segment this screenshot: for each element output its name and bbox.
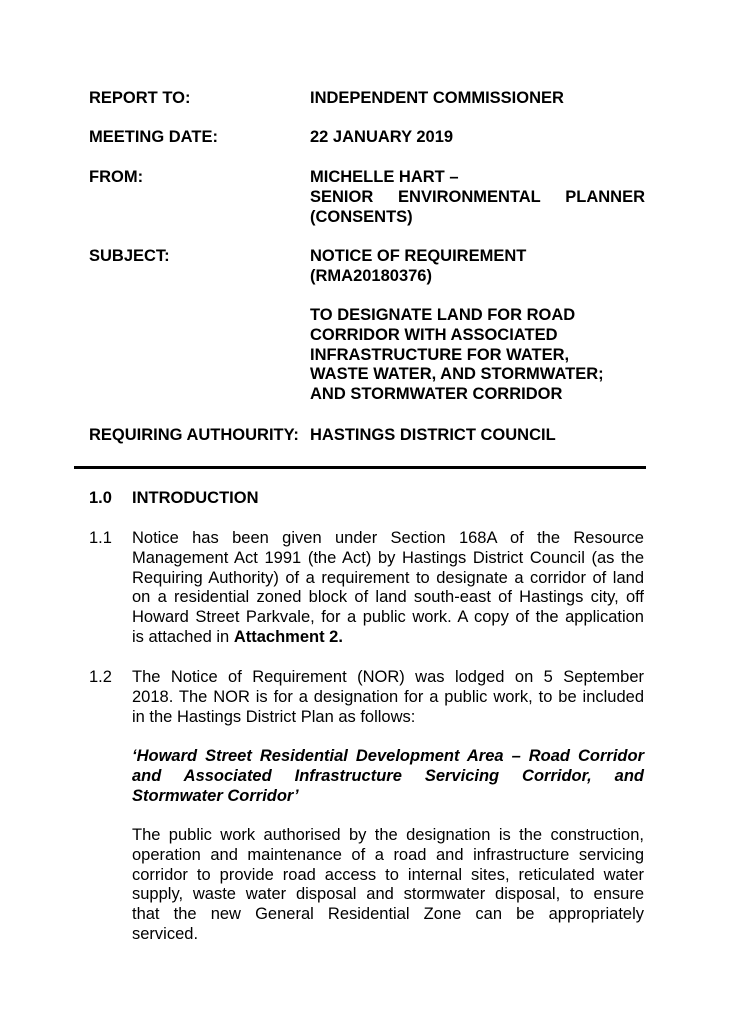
subject-detail-line: AND STORMWATER CORRIDOR bbox=[310, 385, 563, 404]
subject-value bbox=[310, 247, 645, 287]
quote-line: Stormwater Corridor’ bbox=[132, 786, 299, 805]
from-line: SENIOR ENVIRONMENTAL PLANNER bbox=[310, 187, 645, 206]
text-line: on a residential zoned block of land south-east of Hastings city, off bbox=[132, 588, 644, 607]
from-line: (CONSENTS) bbox=[310, 207, 413, 226]
paragraph-body bbox=[132, 826, 644, 945]
quote-body bbox=[132, 747, 644, 806]
text-line: that the new General Residential Zone can be appropriately bbox=[132, 905, 644, 924]
text-line: Howard Street Parkvale, for a public work. A copy of the application bbox=[132, 608, 644, 627]
requiring-authority-label: REQUIRING AUTHOURITY: bbox=[89, 426, 299, 444]
text-line: supply, waste water disposal and stormwater disposal, to ensure bbox=[132, 885, 644, 904]
requiring-authority-value: HASTINGS DISTRICT COUNCIL bbox=[310, 426, 556, 444]
paragraph-body bbox=[132, 668, 644, 727]
meeting-date-label: MEETING DATE: bbox=[89, 128, 218, 146]
subject-detail-line: TO DESIGNATE LAND FOR ROAD bbox=[310, 306, 576, 324]
text-line: operation and maintenance of a road and infrastructure servicing bbox=[132, 845, 644, 864]
quote-line: and Associated Infrastructure Servicing Corridor, and bbox=[132, 766, 644, 785]
attachment-intro: is attached in bbox=[132, 627, 234, 646]
subject-detail-line: WASTE WATER, AND STORMWATER; bbox=[310, 365, 604, 384]
text-line: 2018. The NOR is for a designation for a public work, to be included bbox=[132, 687, 644, 706]
text-line: Management Act 1991 (the Act) by Hastings District Council (as the bbox=[132, 548, 644, 567]
subject-line: NOTICE OF REQUIREMENT bbox=[310, 247, 527, 265]
text-line: corridor to provide road access to internal sites, reticulated water bbox=[132, 865, 644, 884]
from-value bbox=[310, 168, 645, 227]
report-to-label: REPORT TO: bbox=[89, 89, 191, 107]
section-title: INTRODUCTION bbox=[132, 489, 259, 507]
subject-line: (RMA20180376) bbox=[310, 266, 432, 285]
text-line: Notice has been given under Section 168A of the Resource bbox=[132, 529, 644, 547]
text-line: serviced. bbox=[132, 924, 199, 943]
subject-detail-line: CORRIDOR WITH ASSOCIATED bbox=[310, 325, 558, 344]
text-line bbox=[132, 628, 644, 648]
text-line: in the Hastings District Plan as follows: bbox=[132, 707, 416, 726]
text-line: The public work authorised by the designation is the construction, bbox=[132, 826, 644, 844]
from-line: MICHELLE HART – bbox=[310, 168, 459, 186]
section-number: 1.0 bbox=[89, 489, 112, 507]
divider bbox=[74, 466, 646, 469]
subject-detail-line: INFRASTRUCTURE FOR WATER, bbox=[310, 345, 570, 364]
meeting-date-value: 22 JANUARY 2019 bbox=[310, 128, 454, 146]
subject-detail bbox=[310, 306, 645, 405]
attachment-reference: Attachment 2. bbox=[233, 627, 343, 646]
subject-label: SUBJECT: bbox=[89, 247, 170, 265]
paragraph-number: 1.1 bbox=[89, 529, 112, 547]
quote-line: ‘Howard Street Residential Development Area – Road Corridor bbox=[132, 747, 644, 765]
report-to-value: INDEPENDENT COMMISSIONER bbox=[310, 89, 564, 107]
text-line: Requiring Authority) of a requirement to designate a corridor of land bbox=[132, 568, 644, 587]
text-line: The Notice of Requirement (NOR) was lodged on 5 September bbox=[132, 668, 644, 686]
paragraph-number: 1.2 bbox=[89, 668, 112, 686]
paragraph-body bbox=[132, 529, 644, 648]
from-label: FROM: bbox=[89, 168, 144, 186]
